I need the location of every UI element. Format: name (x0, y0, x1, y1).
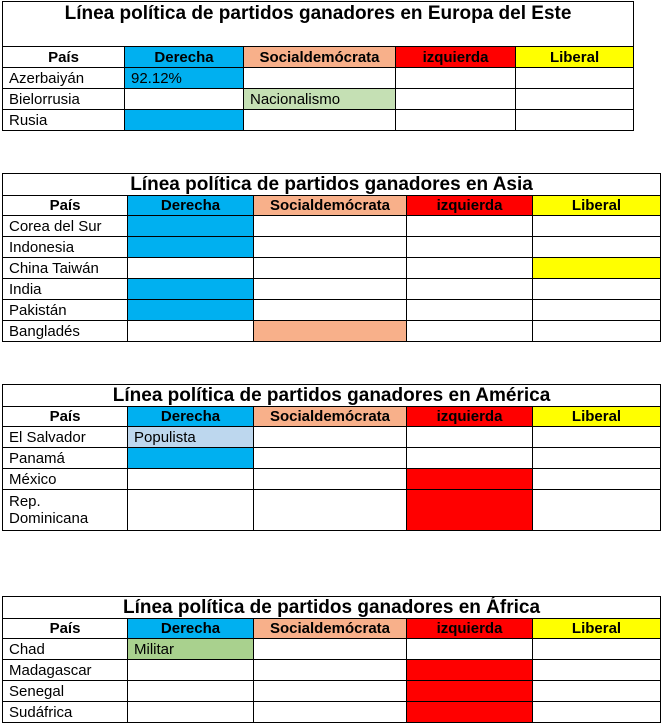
table-title: Línea política de partidos ganadores en Asia (3, 174, 661, 196)
social-cell (254, 427, 407, 448)
header-socialdemocrata: Socialdemócrata (254, 196, 407, 216)
country-cell: Azerbaiyán (3, 68, 125, 89)
liberal-cell (516, 89, 634, 110)
table-row (3, 89, 634, 110)
liberal-cell (533, 448, 661, 469)
country-cell: Pakistán (3, 300, 128, 321)
izquierda-cell (407, 448, 533, 469)
izquierda-cell (407, 300, 533, 321)
social-cell (254, 279, 407, 300)
country-cell: Panamá (3, 448, 128, 469)
header-pais: País (3, 407, 128, 427)
liberal-cell (516, 110, 634, 131)
header-izquierda: izquierda (396, 47, 516, 68)
header-derecha: Derecha (125, 47, 244, 68)
liberal-cell (533, 279, 661, 300)
table-title: Línea política de partidos ganadores en África (3, 597, 661, 619)
social-cell (254, 258, 407, 279)
izquierda-cell (407, 279, 533, 300)
table-row (3, 427, 661, 448)
header-liberal: Liberal (533, 196, 661, 216)
derecha-cell (128, 469, 254, 490)
liberal-cell (533, 681, 661, 702)
table-row (3, 110, 634, 131)
header-derecha: Derecha (128, 407, 254, 427)
liberal-cell (533, 216, 661, 237)
social-cell (244, 110, 396, 131)
table-row (3, 448, 661, 469)
social-cell: Nacionalismo (244, 89, 396, 110)
liberal-cell (533, 660, 661, 681)
country-cell: Rep. Dominicana (3, 490, 128, 531)
derecha-cell (128, 490, 254, 531)
country-cell: China Taiwán (3, 258, 128, 279)
derecha-cell (128, 279, 254, 300)
table-row (3, 279, 661, 300)
header-socialdemocrata: Socialdemócrata (244, 47, 396, 68)
derecha-cell (128, 660, 254, 681)
izquierda-cell (396, 89, 516, 110)
table-row (3, 321, 661, 342)
derecha-cell (125, 110, 244, 131)
country-cell: Madagascar (3, 660, 128, 681)
social-cell (254, 448, 407, 469)
izquierda-cell (407, 469, 533, 490)
table-row (3, 68, 634, 89)
social-cell (254, 702, 407, 723)
izquierda-cell (407, 427, 533, 448)
header-socialdemocrata: Socialdemócrata (254, 407, 407, 427)
country-cell: México (3, 469, 128, 490)
social-cell (254, 237, 407, 258)
table-row (3, 300, 661, 321)
header-izquierda: izquierda (407, 407, 533, 427)
derecha-cell: 92.12% (125, 68, 244, 89)
header-derecha: Derecha (128, 196, 254, 216)
table-row (3, 258, 661, 279)
social-cell (254, 681, 407, 702)
table-row (3, 639, 661, 660)
izquierda-cell (396, 110, 516, 131)
liberal-cell (533, 258, 661, 279)
table-row (3, 469, 661, 490)
izquierda-cell (407, 681, 533, 702)
izquierda-cell (407, 702, 533, 723)
izquierda-cell (407, 639, 533, 660)
liberal-cell (533, 427, 661, 448)
derecha-cell (128, 300, 254, 321)
header-derecha: Derecha (128, 619, 254, 639)
izquierda-cell (407, 321, 533, 342)
liberal-cell (533, 490, 661, 531)
derecha-cell (128, 321, 254, 342)
social-cell (254, 300, 407, 321)
table-europa-este (2, 1, 634, 131)
country-cell: Indonesia (3, 237, 128, 258)
liberal-cell (533, 469, 661, 490)
liberal-cell (533, 237, 661, 258)
table-title: Línea política de partidos ganadores en Europa del Este (3, 2, 634, 47)
derecha-cell (125, 89, 244, 110)
social-cell (244, 68, 396, 89)
liberal-cell (533, 300, 661, 321)
izquierda-cell (407, 258, 533, 279)
header-pais: País (3, 47, 125, 68)
derecha-cell (128, 216, 254, 237)
derecha-cell: Populista (128, 427, 254, 448)
derecha-cell (128, 681, 254, 702)
table-row (3, 660, 661, 681)
derecha-cell (128, 702, 254, 723)
derecha-cell: Militar (128, 639, 254, 660)
social-cell (254, 469, 407, 490)
table-row (3, 681, 661, 702)
table-row (3, 237, 661, 258)
table-row (3, 702, 661, 723)
country-cell: Senegal (3, 681, 128, 702)
country-cell: Sudáfrica (3, 702, 128, 723)
izquierda-cell (407, 216, 533, 237)
country-cell: El Salvador (3, 427, 128, 448)
country-cell: Bangladés (3, 321, 128, 342)
header-socialdemocrata: Socialdemócrata (254, 619, 407, 639)
header-liberal: Liberal (516, 47, 634, 68)
social-cell (254, 216, 407, 237)
table-row (3, 490, 661, 531)
social-cell (254, 639, 407, 660)
liberal-cell (533, 321, 661, 342)
country-cell: Rusia (3, 110, 125, 131)
derecha-cell (128, 237, 254, 258)
country-cell: Bielorrusia (3, 89, 125, 110)
izquierda-cell (396, 68, 516, 89)
social-cell (254, 321, 407, 342)
header-pais: País (3, 619, 128, 639)
liberal-cell (533, 702, 661, 723)
izquierda-cell (407, 490, 533, 531)
izquierda-cell (407, 237, 533, 258)
header-pais: País (3, 196, 128, 216)
header-liberal: Liberal (533, 619, 661, 639)
country-cell: Chad (3, 639, 128, 660)
liberal-cell (533, 639, 661, 660)
social-cell (254, 660, 407, 681)
country-cell: India (3, 279, 128, 300)
izquierda-cell (407, 660, 533, 681)
table-row (3, 216, 661, 237)
country-cell: Corea del Sur (3, 216, 128, 237)
table-title: Línea política de partidos ganadores en América (3, 385, 661, 407)
derecha-cell (128, 448, 254, 469)
table-america (2, 384, 661, 531)
liberal-cell (516, 68, 634, 89)
header-izquierda: izquierda (407, 196, 533, 216)
derecha-cell (128, 258, 254, 279)
header-liberal: Liberal (533, 407, 661, 427)
social-cell (254, 490, 407, 531)
table-asia (2, 173, 661, 342)
table-africa (2, 596, 661, 723)
header-izquierda: izquierda (407, 619, 533, 639)
